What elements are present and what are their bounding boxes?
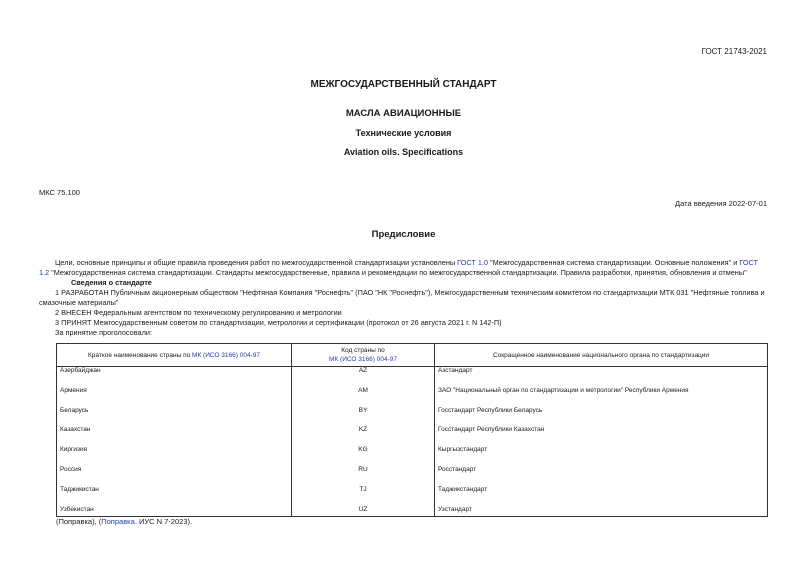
foreword-p1-part3: "Межгосударственная система стандартизации. Стандарты межгосударственные, правила и рекомендации по межгосударственной стандартизации. Правила разработки, принятия, обновления и отмены"	[49, 268, 747, 277]
code-cell: AM	[292, 387, 435, 407]
standard-info-heading: Сведения о стандарте	[71, 278, 152, 287]
mk-iso-link[interactable]: МК (ИСО 3166) 004-97	[192, 351, 260, 359]
table-row	[57, 506, 768, 517]
body-cell: Госстандарт Республики Казахстан	[435, 426, 768, 446]
table-row	[57, 367, 768, 387]
table-row	[57, 446, 768, 466]
country-cell: Таджикистан	[57, 486, 292, 506]
country-cell: Узбекистан	[57, 506, 292, 517]
body-cell: ЗАО "Национальный орган по стандартизации и метрологии" Республики Армения	[435, 387, 768, 407]
gost-1-0-link[interactable]: ГОСТ 1.0	[457, 258, 488, 267]
country-cell: Армения	[57, 387, 292, 407]
country-cell: Азербайджан	[57, 367, 292, 387]
mk-iso-link[interactable]: МК (ИСО 3166) 004-97	[329, 356, 397, 363]
voting-countries-table	[56, 343, 768, 517]
code-cell: KG	[292, 446, 435, 466]
amendment-note	[56, 517, 192, 526]
amendment-note-suffix: . ИУС N 7-2023).	[134, 517, 193, 526]
standard-name: МАСЛА АВИАЦИОННЫЕ	[345, 108, 462, 119]
body-cell: Таджикстандарт	[435, 486, 768, 506]
table-row	[57, 407, 768, 427]
code-cell: BY	[292, 407, 435, 427]
foreword-p1-part1: Цели, основные принципы и общие правила проведения работ по межгосударственной стандартизации установлены	[55, 258, 458, 267]
standard-subtitle: Технические условия	[355, 128, 452, 138]
code-cell: UZ	[292, 506, 435, 517]
effective-date: Дата введения 2022-07-01	[675, 199, 767, 208]
body-cell: Росстандарт	[435, 466, 768, 486]
country-cell: Казахстан	[57, 426, 292, 446]
body-cell: Азстандарт	[435, 367, 768, 387]
body-cell: Госстандарт Республики Беларусь	[435, 407, 768, 427]
country-cell: Россия	[57, 466, 292, 486]
country-cell: Киргизия	[57, 446, 292, 466]
table-row	[57, 387, 768, 407]
standard-type-title: МЕЖГОСУДАРСТВЕННЫЙ СТАНДАРТ	[310, 79, 497, 90]
gost-1-2-link[interactable]: ГОСТ 1.2	[39, 258, 759, 277]
info-item-1: 1 РАЗРАБОТАН Публичным акционерным обществом "Нефтяная Компания "Роснефть" (ПАО "НК "Роснефть"), Межгосударственным техническим комитетом по стандартизации МТК 031 "Нефтяные топлива и смазочные материалы"	[39, 288, 765, 307]
column-header-code	[292, 344, 435, 367]
table-row	[57, 466, 768, 486]
document-code: ГОСТ 21743-2021	[701, 47, 767, 56]
code-cell: AZ	[292, 367, 435, 387]
foreword-text	[39, 258, 769, 338]
column-header-code-text: Код страны по	[341, 347, 385, 354]
table-row	[57, 426, 768, 446]
column-header-country	[57, 344, 292, 367]
code-cell: KZ	[292, 426, 435, 446]
code-cell: RU	[292, 466, 435, 486]
amendment-note-text: (Поправка), (	[56, 517, 102, 526]
voted-label: За принятие проголосовали:	[55, 328, 152, 337]
column-header-country-text: Краткое наименование страны по	[88, 351, 193, 359]
info-item-2: 2 ВНЕСЕН Федеральным агентством по техническому регулированию и метрологии	[55, 308, 342, 317]
foreword-p1-part2: "Межгосударственная система стандартизации. Основные положения" и	[488, 258, 740, 267]
table-row	[57, 486, 768, 506]
standard-english-title: Aviation oils. Specifications	[343, 147, 464, 157]
code-cell: TJ	[292, 486, 435, 506]
info-item-3: 3 ПРИНЯТ Межгосударственным советом по стандартизации, метрологии и сертификации (протокол от 26 августа 2021 г. N 142-П)	[55, 318, 502, 327]
body-cell: Кыргызстандарт	[435, 446, 768, 466]
country-cell: Беларусь	[57, 407, 292, 427]
body-cell: Узстандарт	[435, 506, 768, 517]
foreword-heading: Предисловие	[371, 229, 436, 240]
amendment-link[interactable]: Поправка	[101, 517, 135, 526]
column-header-body: Сокращенное наименование национального органа по стандартизации	[435, 344, 768, 367]
mks-code: МКС 75.100	[39, 188, 80, 197]
